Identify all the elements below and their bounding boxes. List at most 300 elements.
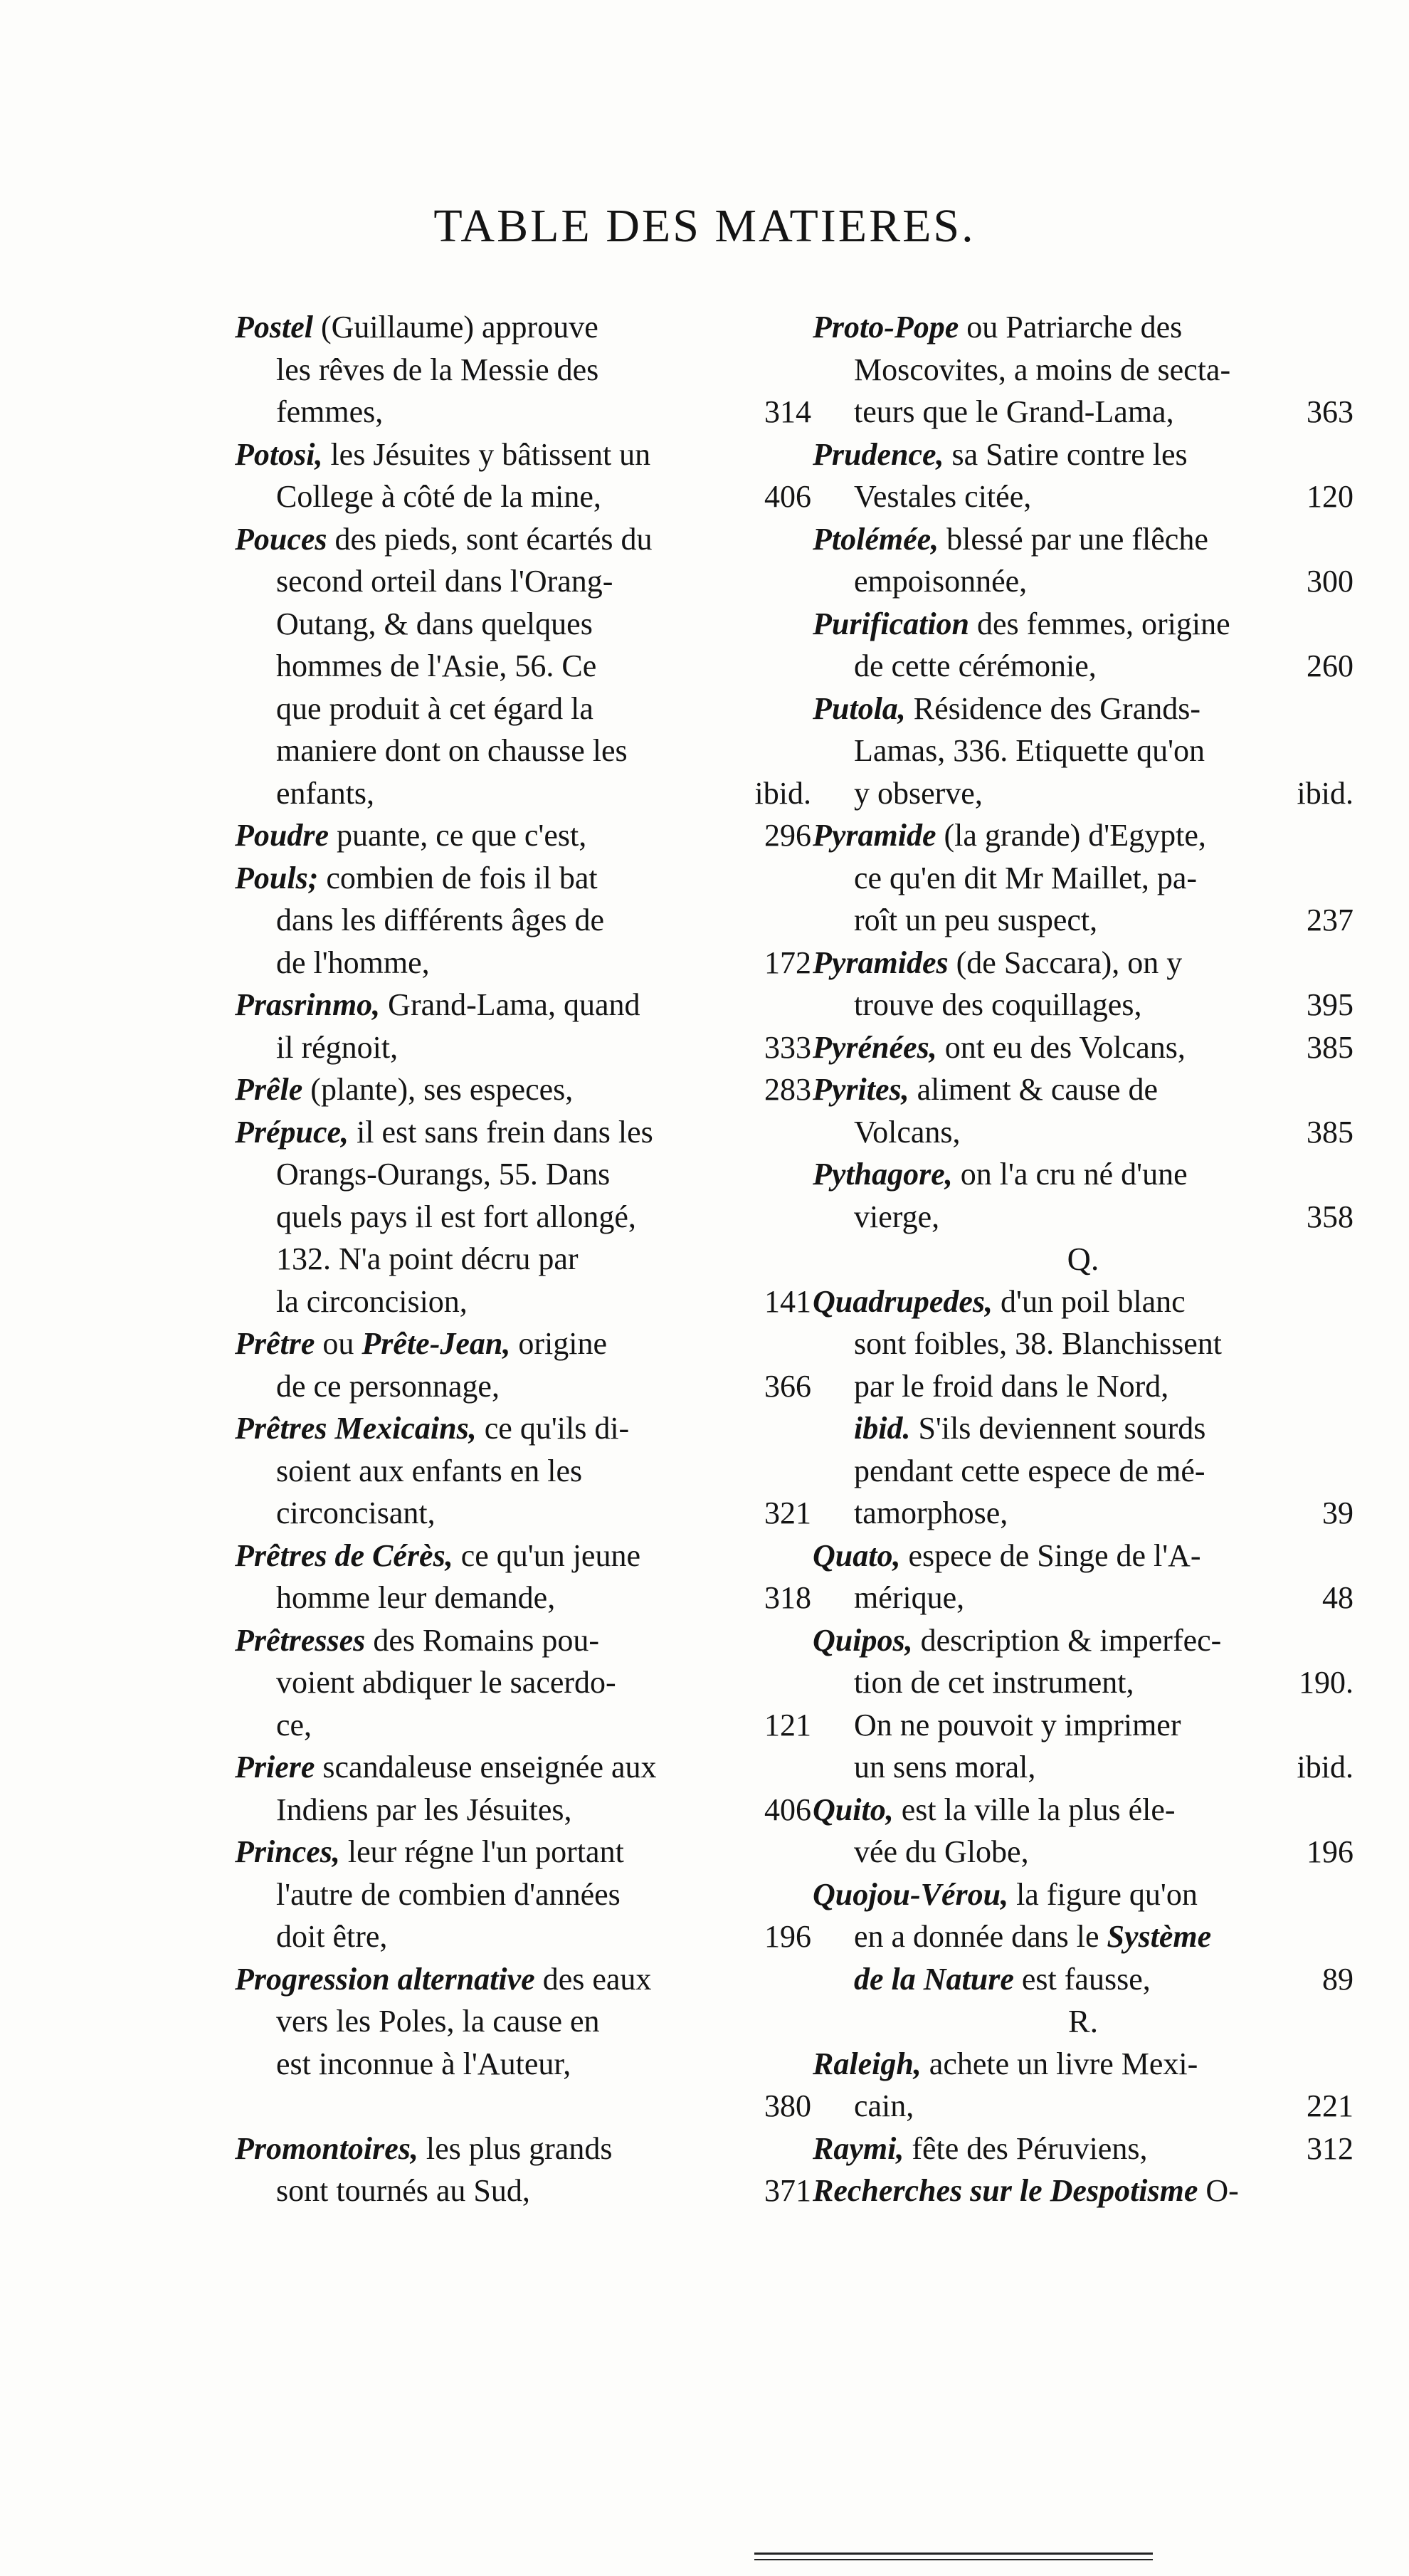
entry-line (813, 1407, 1353, 1450)
entry-line (813, 1831, 1353, 1873)
entry-description: empoisonnée, (854, 564, 1028, 599)
entry-line (813, 475, 1353, 518)
entry-description: dans les différents âges de (276, 903, 605, 937)
entry-description: Volcans, (854, 1114, 961, 1150)
entry-description: homme leur demande, (276, 1580, 556, 1615)
entry-text (235, 1535, 640, 1577)
entry-text (854, 645, 1097, 688)
entry-headword: Quato, (813, 1537, 901, 1573)
page-reference: 395 (1307, 987, 1353, 1022)
entry-line (235, 1535, 811, 1577)
page-reference: 358 (1307, 1199, 1353, 1234)
entry-headword: Prête-Jean, (362, 1326, 511, 1361)
entry-text (854, 1746, 1035, 1789)
entry-line (813, 730, 1353, 772)
entry-description: y observe, (854, 775, 983, 811)
page-reference: 39 (1322, 1495, 1353, 1530)
entry-headword: Quojou-Vérou, (813, 1876, 1009, 1912)
entry-text (276, 391, 383, 433)
entry-line (813, 2170, 1353, 2212)
entry-description: vierge, (854, 1199, 940, 1234)
entry-line (813, 1111, 1353, 1154)
entry-line (235, 1915, 811, 1958)
section-letter: Q. (1067, 1241, 1099, 1277)
entry-text (235, 2128, 612, 2170)
page-reference: 333 (764, 1029, 811, 1065)
entry-line (235, 1365, 811, 1408)
entry-text (235, 306, 598, 349)
entry-text (813, 1873, 1198, 1916)
index-entry (813, 603, 1353, 688)
entry-description: ce qu'un jeune (453, 1537, 640, 1573)
entry-line (813, 1535, 1353, 1577)
entry-text (276, 1238, 579, 1281)
entry-line (235, 1873, 811, 1916)
entry-text (813, 518, 1208, 561)
entry-line (235, 645, 811, 688)
entry-line (813, 688, 1353, 730)
page-reference: 89 (1322, 1961, 1353, 1997)
entry-headword: Prudence, (813, 436, 944, 472)
entry-text (813, 1153, 1188, 1196)
index-entry (235, 1535, 811, 1619)
entry-line (813, 1746, 1353, 1789)
entry-text (276, 1704, 312, 1747)
entry-line (813, 1577, 1353, 1619)
entry-headword: Pyrénées, (813, 1029, 937, 1065)
entry-description: doit être, (276, 1919, 388, 1954)
entry-text (276, 2000, 600, 2043)
entry-line (235, 1196, 811, 1239)
entry-text (276, 1450, 582, 1493)
entry-text (276, 1492, 436, 1535)
entry-description: sont foibles, 38. Blanchissent (854, 1326, 1222, 1361)
entry-description: circoncisant, (276, 1495, 436, 1530)
entry-text (813, 603, 1230, 646)
entry-line (813, 899, 1353, 942)
entry-text (813, 1068, 1158, 1111)
index-entry (235, 814, 811, 857)
entry-text (276, 1196, 636, 1239)
index-entry (235, 1619, 811, 1747)
entry-description: Grand-Lama, quand (380, 987, 640, 1022)
entry-description: les Jésuites y bâtissent un (322, 436, 651, 472)
entry-text (854, 1661, 1134, 1704)
entry-headword: Raymi, (813, 2130, 904, 2166)
entry-line (813, 1789, 1353, 1831)
entry-text (854, 899, 1097, 942)
entry-text (854, 1407, 1205, 1450)
entry-headword: Prêtre (235, 1326, 315, 1361)
entry-text (854, 1492, 1008, 1535)
entry-line (813, 560, 1353, 603)
page-reference: 318 (764, 1580, 811, 1615)
entry-line (235, 857, 811, 900)
entry-text (235, 1323, 607, 1365)
entry-text (854, 1196, 939, 1239)
entry-description: achete un livre Mexi- (921, 2046, 1198, 2081)
entry-line (813, 1068, 1353, 1111)
entry-description: un sens moral, (854, 1750, 1036, 1784)
entry-headword: Poudre (235, 818, 329, 853)
entry-description: par le froid dans le Nord, (854, 1368, 1169, 1404)
entry-description: il régnoit, (276, 1029, 399, 1065)
entry-description: sa Satire contre les (944, 436, 1188, 472)
entry-description: des pieds, sont écartés du (327, 521, 653, 557)
entry-description: scandaleuse enseignée aux (315, 1750, 657, 1784)
entry-text (235, 1111, 653, 1154)
entry-text (854, 1915, 1211, 1958)
entry-description: pendant cette espece de mé- (854, 1453, 1205, 1488)
entry-line (813, 2043, 1353, 2086)
entry-text (813, 1281, 1186, 1323)
entry-text (854, 475, 1031, 518)
entry-description: description & imperfec- (912, 1622, 1222, 1658)
entry-description: (la grande) d'Egypte, (936, 818, 1206, 853)
entry-description: Résidence des Grands- (905, 690, 1200, 726)
entry-description: les plus grands (418, 2130, 613, 2166)
index-entry (813, 2043, 1353, 2128)
entry-text (854, 1577, 964, 1619)
footer-rule (754, 2553, 1153, 2560)
entry-line (235, 1492, 811, 1535)
entry-line (235, 1068, 811, 1111)
page-reference: 321 (764, 1495, 811, 1530)
page-reference: 121 (764, 1707, 811, 1742)
entry-description: est inconnue à l'Auteur, (276, 2046, 571, 2081)
entry-line (235, 1238, 811, 1281)
entry-description: la figure qu'on (1008, 1876, 1198, 1912)
entry-text (813, 1026, 1186, 1069)
entry-headword: Promontoires, (235, 2130, 418, 2166)
entry-headword: Raleigh, (813, 2046, 922, 2081)
entry-line (235, 688, 811, 730)
index-entry (235, 433, 811, 518)
entry-line (813, 1026, 1353, 1069)
entry-line (813, 1661, 1353, 1704)
index-entry (813, 1789, 1353, 1873)
entry-description: O- (1198, 2173, 1239, 2208)
entry-text (276, 475, 601, 518)
entry-text (276, 1915, 387, 1958)
entry-text (276, 1789, 571, 1831)
entry-description: teurs que le Grand-Lama, (854, 394, 1174, 429)
entry-text (854, 1365, 1168, 1408)
entry-line (235, 391, 811, 433)
entry-text (813, 688, 1200, 730)
entry-text (854, 1111, 961, 1154)
page-reference: 380 (764, 2088, 811, 2123)
entry-headword: Pyramides (813, 945, 949, 980)
entry-line (235, 899, 811, 942)
entry-text (813, 1619, 1221, 1662)
index-column-right (813, 306, 1353, 2212)
entry-line (235, 1831, 811, 1873)
entry-line (813, 942, 1353, 984)
entry-headword: Pouces (235, 521, 327, 557)
entry-description: 132. N'a point décru par (276, 1241, 579, 1276)
entry-description: d'un poil blanc (993, 1283, 1186, 1319)
entry-line (813, 1492, 1353, 1535)
index-entry (813, 1873, 1353, 2001)
entry-description: la circoncision, (276, 1283, 468, 1319)
page-reference: ibid. (754, 775, 811, 811)
entry-description: Lamas, 336. Etiquette qu'on (854, 733, 1205, 768)
page-reference: 366 (764, 1368, 811, 1404)
page-reference: 196 (764, 1919, 811, 1954)
entry-text (854, 730, 1205, 772)
page-reference: 385 (1307, 1114, 1353, 1150)
section-letter: R. (1067, 2003, 1099, 2039)
entry-description: fête des Péruviens, (904, 2130, 1148, 2166)
entry-line (813, 433, 1353, 476)
entry-description: (de Saccara), on y (948, 945, 1183, 980)
entry-line (235, 433, 811, 476)
index-entry (813, 1281, 1353, 1535)
entry-description: ce, (276, 1707, 312, 1742)
entry-description: tamorphose, (854, 1495, 1008, 1530)
entry-text (813, 814, 1206, 857)
entry-text (276, 772, 374, 815)
entry-headword: Pyramide (813, 818, 936, 853)
entry-headword: de la Nature (854, 1961, 1014, 1997)
entry-description: tion de cet instrument, (854, 1665, 1134, 1700)
page-reference: 221 (1307, 2088, 1353, 2123)
entry-headword: Princes, (235, 1834, 340, 1869)
page-reference: 314 (764, 394, 811, 429)
entry-text (276, 899, 604, 942)
entry-text (276, 349, 598, 391)
entry-headword: Pythagore, (813, 1157, 953, 1192)
entry-line (235, 1407, 811, 1450)
entry-line (235, 603, 811, 646)
index-entry (235, 1831, 811, 1958)
index-entry (813, 688, 1353, 815)
page-reference: 406 (764, 479, 811, 514)
entry-text (276, 1577, 555, 1619)
index-entry (813, 942, 1353, 1026)
entry-line (813, 1450, 1353, 1493)
entry-headword: Postel (235, 310, 313, 345)
entry-line (235, 1958, 811, 2001)
entry-text (854, 772, 983, 815)
entry-description: vée du Globe, (854, 1834, 1029, 1869)
index-entry (813, 2128, 1353, 2170)
entry-description: (plante), ses especes, (302, 1072, 574, 1107)
entry-description: il est sans frein dans les (349, 1114, 653, 1150)
page-reference: 371 (764, 2173, 811, 2208)
entry-description: S'ils deviennent sourds (910, 1411, 1206, 1446)
entry-line (813, 857, 1353, 900)
entry-text (276, 560, 613, 603)
entry-description: aliment & cause de (909, 1072, 1159, 1107)
entry-text (276, 603, 593, 646)
entry-description: ce qu'ils di- (476, 1411, 630, 1446)
entry-line (813, 391, 1353, 433)
entry-description: blessé par une flêche (939, 521, 1208, 557)
entry-text (854, 349, 1230, 391)
index-entry (235, 1407, 811, 1535)
entry-description: est fausse, (1013, 1961, 1151, 1997)
entry-line (235, 2000, 811, 2043)
entry-description: des eaux (534, 1961, 652, 1997)
entry-text (276, 1365, 500, 1408)
entry-description: (Guillaume) approuve (312, 310, 598, 345)
entry-line (235, 518, 811, 561)
index-entry (813, 1068, 1353, 1153)
entry-text (813, 1789, 1176, 1831)
entry-headword: Prépuce, (235, 1114, 349, 1150)
page-reference: 260 (1307, 648, 1353, 683)
index-entry (813, 1535, 1353, 1619)
entry-headword: Prêle (235, 1072, 303, 1107)
entry-description: leur régne l'un portant (339, 1834, 624, 1869)
entry-line (813, 1153, 1353, 1196)
entry-line (235, 1153, 811, 1196)
entry-line (813, 1323, 1353, 1365)
entry-line (235, 2085, 811, 2128)
entry-text (276, 1026, 398, 1069)
entry-text (235, 857, 598, 900)
entry-description: femmes, (276, 394, 384, 429)
entry-description: des femmes, origine (969, 606, 1230, 641)
entry-description: de l'homme, (276, 945, 430, 980)
entry-line (235, 730, 811, 772)
page-reference: 385 (1307, 1029, 1353, 1065)
entry-line (235, 1323, 811, 1365)
entry-headword: Système (1107, 1919, 1212, 1954)
entry-line (235, 2170, 811, 2212)
page-reference: ibid. (1297, 775, 1353, 811)
entry-text (813, 433, 1188, 476)
index-entry (235, 1111, 811, 1323)
entry-text (276, 1281, 468, 1323)
entry-line (235, 1450, 811, 1493)
entry-headword: Pyrites, (813, 1072, 909, 1107)
entry-text (276, 2043, 571, 2086)
entry-headword: Purification (813, 606, 970, 641)
entry-text (813, 1535, 1201, 1577)
entry-description: ou Patriarche des (959, 310, 1183, 345)
entry-description: origine (510, 1326, 607, 1361)
entry-line (813, 306, 1353, 349)
entry-text (854, 1704, 1181, 1747)
entry-text (276, 2170, 530, 2212)
entry-line (235, 2128, 811, 2170)
entry-description: Vestales citée, (854, 479, 1032, 514)
index-entry (813, 433, 1353, 518)
index-entry (235, 984, 811, 1068)
entry-description: Outang, & dans quelques (276, 606, 593, 641)
entry-text (813, 942, 1182, 984)
entry-line (813, 1704, 1353, 1747)
index-entry (235, 1958, 811, 2128)
page-reference: 312 (1307, 2130, 1353, 2166)
entry-description: que produit à cet égard la (276, 690, 593, 726)
entry-line (813, 518, 1353, 561)
entry-text (276, 1661, 616, 1704)
entry-text (276, 1873, 621, 1916)
entry-description: vers les Poles, la cause en (276, 2004, 600, 2039)
entry-headword: Prêtresses (235, 1622, 366, 1658)
entry-description: maniere dont on chausse les (276, 733, 628, 768)
index-entry (235, 306, 811, 433)
index-entry (813, 814, 1353, 942)
index-entry (813, 2170, 1353, 2212)
entry-headword: ibid. (854, 1411, 911, 1446)
page-reference: 406 (764, 1792, 811, 1827)
index-column-left (235, 306, 811, 2212)
entry-description: On ne pouvoit y imprimer (854, 1707, 1181, 1742)
entry-line (235, 1789, 811, 1831)
entry-line (813, 984, 1353, 1026)
entry-headword: Prasrinmo, (235, 987, 381, 1022)
entry-headword: Pouls; (235, 860, 319, 895)
entry-description: sont tournés au Sud, (276, 2173, 530, 2208)
entry-text (235, 1958, 651, 2001)
entry-line (235, 1111, 811, 1154)
page-reference: 141 (764, 1283, 811, 1319)
entry-text (813, 306, 1182, 349)
entry-text (235, 984, 640, 1026)
entry-description: Moscovites, a moins de secta- (854, 352, 1231, 387)
entry-line (813, 1873, 1353, 1916)
entry-text (276, 1153, 610, 1196)
entry-text (276, 645, 596, 688)
entry-description: trouve des coquillages, (854, 987, 1142, 1022)
entry-line (235, 2043, 811, 2086)
entry-line (813, 1196, 1353, 1239)
entry-line (235, 1704, 811, 1747)
entry-headword: Potosi, (235, 436, 323, 472)
entry-line (235, 1746, 811, 1789)
entry-headword: Quito, (813, 1792, 894, 1827)
entry-description: des Romains pou- (365, 1622, 600, 1658)
entry-line (235, 772, 811, 815)
entry-description: de ce personnage, (276, 1368, 500, 1404)
entry-text (813, 2128, 1147, 2170)
entry-description: ont eu des Volcans, (936, 1029, 1186, 1065)
entry-text (854, 1323, 1222, 1365)
entry-text (854, 984, 1141, 1026)
entry-description: second orteil dans l'Orang- (276, 564, 613, 599)
entry-line (813, 1619, 1353, 1662)
entry-description: quels pays il est fort allongé, (276, 1199, 636, 1234)
entry-text (235, 518, 653, 561)
entry-line (235, 475, 811, 518)
entry-headword: Quipos, (813, 1622, 913, 1658)
entry-line (813, 1915, 1353, 1958)
index-entry (235, 1746, 811, 1831)
entry-headword: Ptolémée, (813, 521, 939, 557)
entry-text (854, 1831, 1029, 1873)
entry-line (813, 814, 1353, 857)
entry-line (813, 1958, 1353, 2001)
page-reference: 48 (1322, 1580, 1353, 1615)
entry-text (276, 730, 628, 772)
entry-text (235, 1831, 624, 1873)
page-reference: 120 (1307, 479, 1353, 514)
index-entry (235, 2128, 811, 2212)
entry-headword: Recherches sur le Despotisme (813, 2173, 1198, 2208)
entry-headword: Priere (235, 1750, 315, 1784)
entry-line (235, 1026, 811, 1069)
entry-headword: Putola, (813, 690, 906, 726)
page-title: TABLE DES MATIERES. (433, 200, 976, 252)
entry-line (235, 1619, 811, 1662)
entry-headword: Progression alternative (235, 1961, 535, 1997)
entry-line (235, 984, 811, 1026)
